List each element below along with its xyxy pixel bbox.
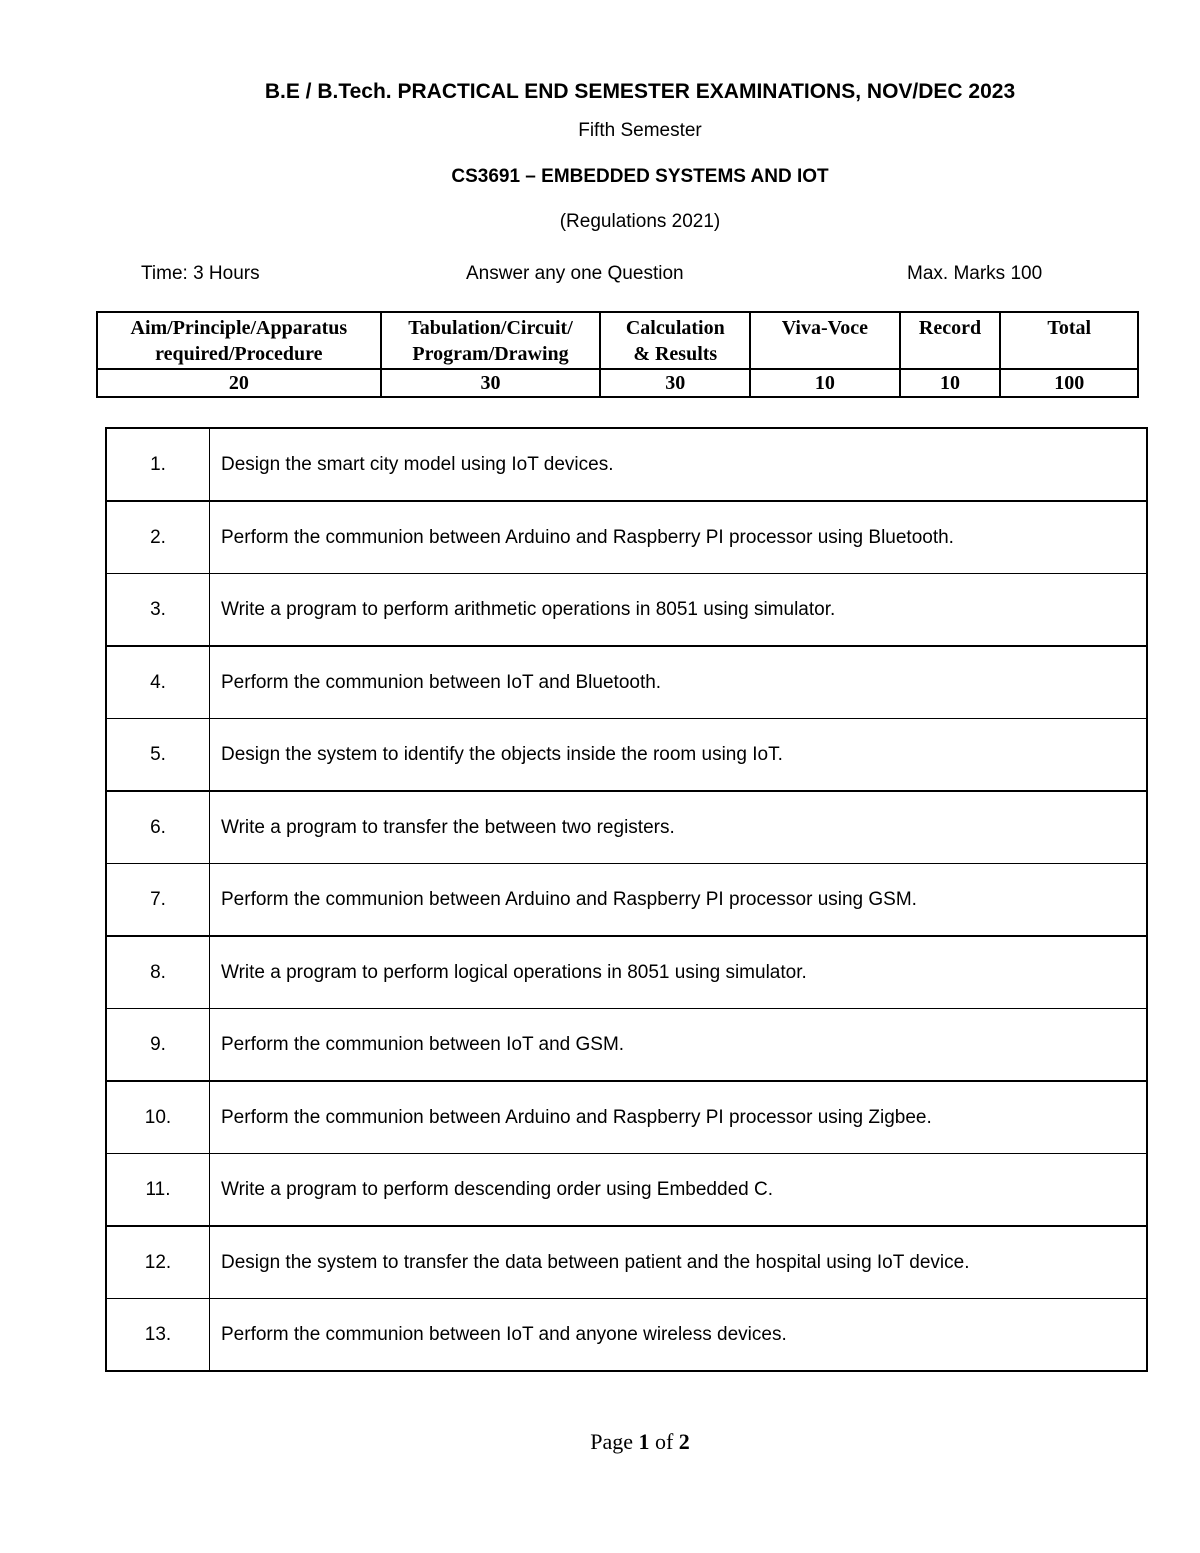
marks-value-cell: 30 (381, 369, 601, 397)
question-row (106, 1226, 1147, 1299)
marks-value-cell: 100 (1000, 369, 1138, 397)
marks-header-line: Tabulation/Circuit/ (408, 317, 573, 339)
current-page-number: 1 (638, 1429, 650, 1454)
marks-header-line: Calculation (625, 317, 725, 339)
question-number: 5. (106, 719, 210, 792)
question-row (106, 1154, 1147, 1227)
question-text: Perform the communion between IoT and Bluetooth. (210, 646, 1148, 719)
question-row (106, 719, 1147, 792)
marks-header-line: Record (918, 317, 982, 339)
marks-value-cell: 10 (750, 369, 899, 397)
marks-value-cell: 10 (900, 369, 1001, 397)
total-pages-number: 2 (678, 1429, 690, 1454)
question-text: Write a program to perform logical operations in 8051 using simulator. (210, 936, 1148, 1009)
marks-header-cell (900, 312, 1001, 369)
question-text: Design the system to transfer the data between patient and the hospital using IoT device. (210, 1226, 1148, 1299)
marks-value-cell: 20 (97, 369, 381, 397)
question-text: Write a program to perform arithmetic operations in 8051 using simulator. (210, 574, 1148, 647)
marks-header-cell (97, 312, 381, 369)
question-row (106, 791, 1147, 864)
question-number: 11. (106, 1154, 210, 1227)
questions-table (105, 427, 1148, 1372)
question-text: Perform the communion between Arduino and Raspberry PI processor using Bluetooth. (210, 501, 1148, 574)
question-number: 12. (106, 1226, 210, 1299)
question-text: Write a program to perform descending order using Embedded C. (210, 1154, 1148, 1227)
marks-header-line: Aim/Principle/Apparatus (130, 317, 348, 339)
page-footer (0, 1429, 1200, 1455)
marks-value-cell: 30 (600, 369, 750, 397)
question-row (106, 428, 1147, 501)
marks-header-cell (600, 312, 750, 369)
question-row (106, 936, 1147, 1009)
question-row (106, 1081, 1147, 1154)
question-row (106, 574, 1147, 647)
time-label: Time: 3 Hours (141, 263, 260, 284)
marks-header-row (97, 312, 1138, 369)
question-row (106, 501, 1147, 574)
semester-label: Fifth Semester (578, 120, 702, 141)
marks-header-line: required/Procedure (155, 343, 323, 365)
marks-header-line: Total (1047, 317, 1092, 339)
exam-title: B.E / B.Tech. PRACTICAL END SEMESTER EXAMINATIONS, NOV/DEC 2023 (264, 80, 1016, 103)
marks-header-line: Program/Drawing (412, 343, 569, 365)
marks-header-cell (381, 312, 601, 369)
question-number: 13. (106, 1299, 210, 1372)
question-text: Design the smart city model using IoT devices. (210, 428, 1148, 501)
question-text: Perform the communion between Arduino and Raspberry PI processor using GSM. (210, 864, 1148, 937)
max-marks-label: Max. Marks 100 (907, 263, 1043, 284)
course-title: CS3691 – EMBEDDED SYSTEMS AND IOT (451, 166, 829, 187)
question-number: 7. (106, 864, 210, 937)
marks-header-cell (1000, 312, 1138, 369)
question-number: 2. (106, 501, 210, 574)
question-number: 1. (106, 428, 210, 501)
of-word: of (654, 1429, 674, 1454)
question-text: Write a program to transfer the between two registers. (210, 791, 1148, 864)
question-text: Perform the communion between IoT and anyone wireless devices. (210, 1299, 1148, 1372)
marks-header-cell (750, 312, 899, 369)
question-number: 9. (106, 1009, 210, 1082)
question-row (106, 1299, 1147, 1372)
question-number: 3. (106, 574, 210, 647)
instruction-label: Answer any one Question (466, 263, 684, 284)
question-row (106, 1009, 1147, 1082)
question-number: 10. (106, 1081, 210, 1154)
marks-values-row (97, 369, 1138, 397)
page-word: Page (590, 1429, 633, 1454)
marks-header-line: & Results (633, 343, 718, 365)
marks-header-line: Viva-Voce (781, 317, 869, 339)
marks-distribution-table (96, 311, 1139, 398)
question-text: Perform the communion between Arduino and Raspberry PI processor using Zigbee. (210, 1081, 1148, 1154)
question-text: Perform the communion between IoT and GSM. (210, 1009, 1148, 1082)
question-number: 8. (106, 936, 210, 1009)
question-row (106, 646, 1147, 719)
question-text: Design the system to identify the objects inside the room using IoT. (210, 719, 1148, 792)
question-number: 4. (106, 646, 210, 719)
regulations-label: (Regulations 2021) (559, 211, 721, 232)
question-number: 6. (106, 791, 210, 864)
question-row (106, 864, 1147, 937)
